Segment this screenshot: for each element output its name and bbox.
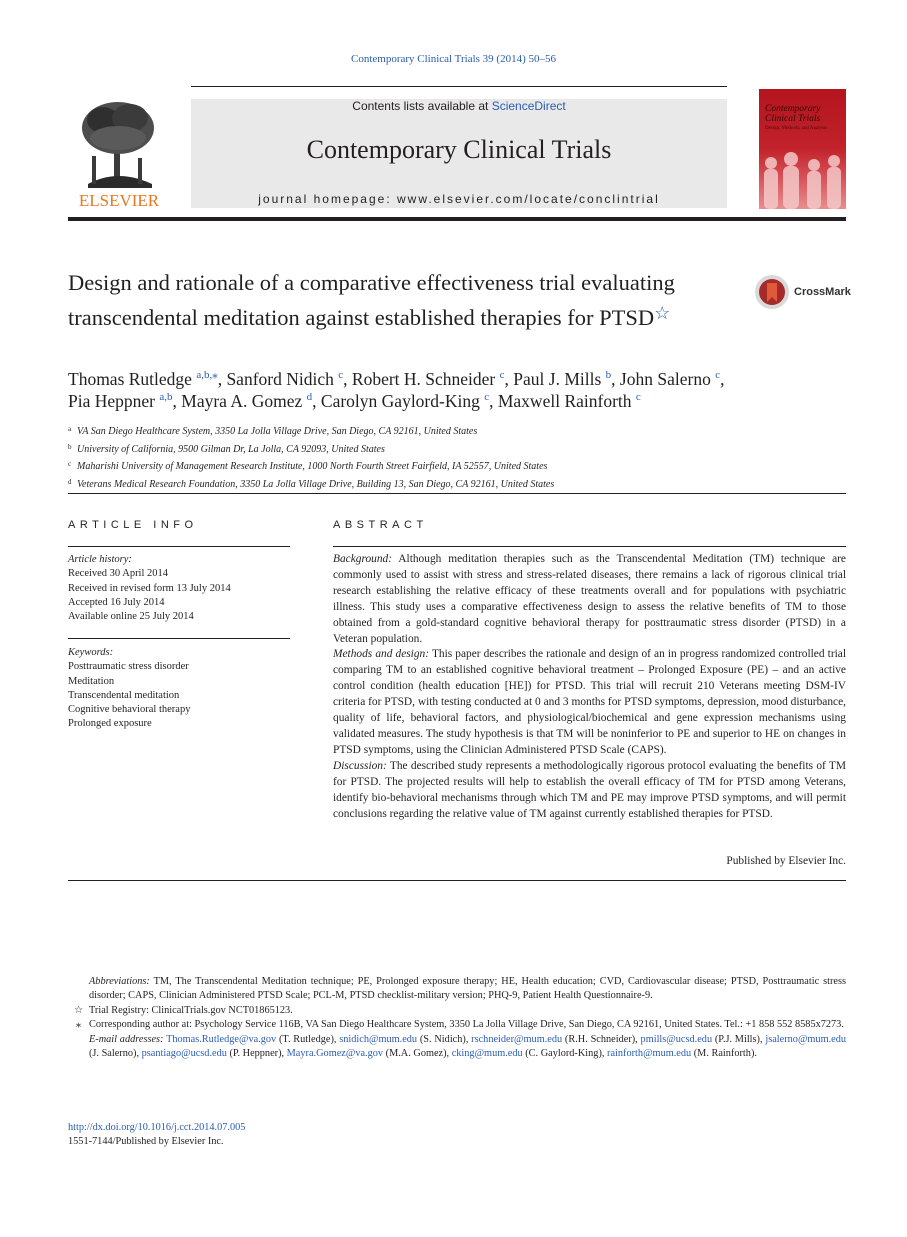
corresponding-mark: ⁎ [75,1019,82,1031]
journal-name: Contemporary Clinical Trials [306,135,612,164]
affiliation-item [68,440,828,458]
elsevier-wordmark: ELSEVIER [78,191,160,210]
author-name: Robert H. Schneider [351,369,496,389]
keyword-item[interactable]: Prolonged exposure [68,718,152,730]
email-owner: (M. Rainforth). [691,1048,757,1060]
abstract-discussion [333,759,846,823]
affiliation-text: Veterans Medical Research Foundation, 3350 La Jolla Village Drive, Building 13, San Diego, CA 92161, United States [77,478,555,490]
email-owner: (T. Rutledge), [276,1033,340,1045]
trial-registry-text: Trial Registry: ClinicalTrials.gov NCT01865123. [89,1004,293,1016]
author-name: Maxwell Rainforth [497,391,632,411]
email-owner: (R.H. Schneider), [562,1033,641,1045]
methods-label: Methods and design: [333,648,430,661]
article-title-text: Design and rationale of a comparative effectiveness trial evaluating transcendental meditation against established therapies for PTSD [68,270,675,330]
author-separator: , [611,369,620,389]
author-name: Thomas Rutledge [68,369,192,389]
author-name: Sanford Nidich [226,369,334,389]
journal-citation-link[interactable]: Contemporary Clinical Trials 39 (2014) 50–56 [350,53,556,65]
affiliation-key: b [68,442,72,451]
author-affiliation-marker[interactable]: c [484,391,490,403]
author-affiliation-marker[interactable]: c [635,391,641,403]
abstract-end-rule [68,880,846,881]
history-item: Available online 25 July 2014 [68,611,194,623]
methods-text: This paper describes the rationale and design of an in progress randomized controlled trial comparing TM to an established cognitive behavioral treatment – Prolonged Exposure (PE) – and an active control condition (health education [HE]) for PTSD. This trial will recruit 210 Veterans meeting DSM-IV criteria for PTSD, with testing conducted at 0 and 3 months for PTSD symptoms, depression, mood disturbance, quality of life, behavioral factors, and physiological/biochemical and gene expression mechanisms using validated measures. The study hypothesis is that TM will be noninferior to PE and superior to HE on changes in PTSD symptoms, using the Clinician Administered PTSD Scale (CAPS). [333,648,846,756]
abstract-body [333,552,846,822]
affiliation-key: c [68,460,72,468]
corresponding-text: Corresponding author at: Psychology Service 116B, VA San Diego Healthcare System, 3350 La Jolla Village Drive, San Diego, CA 92161, United States. Tel.: +1 858 552 8585x7273. [89,1019,844,1031]
keyword-item[interactable]: Transcendental meditation [68,689,180,701]
trial-registry-note [68,1004,846,1018]
journal-homepage-link[interactable]: journal homepage: www.elsevier.com/locate/conclintrial [258,192,660,206]
corresponding-author-note [68,1018,846,1032]
cover-subtitle: Design, Methods, and Analysis [765,126,828,131]
email-link[interactable]: snidich@mum.edu [339,1033,418,1045]
keyword-item[interactable]: Posttraumatic stress disorder [68,661,189,673]
email-link[interactable]: Mayra.Gomez@va.gov [286,1048,384,1060]
author-affiliation-marker[interactable]: a,b,⁎ [196,369,218,381]
sciencedirect-link[interactable]: ScienceDirect [491,99,566,113]
affiliation-list [68,422,828,492]
keywords-list [68,660,290,731]
discussion-text: The described study represents a methodologically rigorous protocol evaluating the benefits of TM for PTSD. The projected results will help to establish the overall efficacy of TM for PTSD among Veterans, identify bio-behavioral mechanisms through which TM and PE may improve PTSD symptoms, and will permit conclusions regarding the relative value of TM against currently established therapies for PTSD. [333,759,846,820]
history-item: Received 30 April 2014 [68,568,169,580]
abstract-background [333,552,846,647]
abstract-methods [333,647,846,758]
author-separator: , [343,369,352,389]
author-name: Carolyn Gaylord-King [320,391,480,411]
article-history-list [68,567,290,624]
author-name: John Salerno [619,369,711,389]
affiliation-key: d [68,477,72,486]
author-affiliation-marker[interactable]: c [715,369,721,381]
affiliation-item [68,422,828,440]
author-separator: , [504,369,514,389]
author-separator: , [489,391,498,411]
abbreviations-label: Abbreviations: [89,976,150,987]
affiliation-text: Maharishi University of Management Research Institute, 1000 North Fourth Street Fairfield, IA 52557, United States [77,461,548,472]
affiliation-text: VA San Diego Healthcare System, 3350 La Jolla Village Drive, San Diego, CA 92161, United States [77,426,478,437]
crossmark-icon[interactable] [754,274,792,310]
article-title [68,268,708,333]
author-affiliation-marker[interactable]: d [306,391,313,403]
abstract-heading: ABSTRACT [333,519,428,531]
email-link[interactable]: pmills@ucsd.edu [640,1033,713,1045]
footnotes [68,975,846,1061]
history-item: Received in revised form 13 July 2014 [68,582,231,594]
affiliation-text: University of California, 9500 Gilman Dr, La Jolla, CA 92093, United States [77,443,385,455]
title-footnote-star[interactable]: ☆ [654,303,671,323]
header-thick-rule [68,217,846,221]
email-addresses [68,1033,846,1062]
abbreviations-note [68,975,846,1004]
author-affiliation-marker[interactable]: b [605,369,612,381]
author-affiliation-marker[interactable]: a,b [159,391,173,403]
email-label: E-mail addresses: [89,1033,164,1045]
affiliation-key: a [68,425,72,433]
elsevier-logo[interactable] [68,98,170,210]
discussion-label: Discussion: [333,759,387,772]
article-info-rule [68,546,290,547]
affiliation-rule [68,493,846,494]
background-label: Background: [333,553,393,565]
article-info-heading: ARTICLE INFO [68,519,198,531]
doi-link[interactable]: http://dx.doi.org/10.1016/j.cct.2014.07.005 [68,1122,246,1133]
author-affiliation-marker[interactable]: c [499,369,505,381]
article-history [68,553,290,624]
author-name: Pia Heppner [68,391,155,411]
trial-star-mark: ☆ [73,1004,84,1016]
author-affiliation-marker[interactable]: c [338,369,344,381]
affiliation-item [68,475,828,493]
email-owner: (M.A. Gomez), [383,1048,452,1060]
keywords-rule [68,638,290,639]
abbreviations-text: TM, The Transcendental Meditation technique; PE, Prolonged exposure therapy; HE, Health education; CVD, Cardiovascular disease; PTSD, Posttraumatic stress disorder; CAPS, Clinician Administered PTSD Scale; PCL-M, PTSD checklist-military version; PHQ-9, Patient Health Questionnaire-9. [89,976,847,1002]
author-separator: , [312,391,321,411]
publisher-note: Published by Elsevier Inc. [726,855,846,867]
crossmark-label[interactable]: CrossMark [794,286,851,298]
email-link[interactable]: rainforth@mum.edu [607,1048,692,1060]
author-separator: , [720,369,725,389]
issn-line: 1551-7144/Published by Elsevier Inc. [68,1136,224,1147]
article-history-label: Article history: [68,554,132,565]
keyword-item[interactable]: Cognitive behavioral therapy [68,704,191,716]
email-link[interactable]: Thomas.Rutledge@va.gov [166,1033,277,1045]
email-link[interactable]: cking@mum.edu [451,1048,523,1060]
email-owner: (S. Nidich), [417,1033,472,1045]
email-link[interactable]: rschneider@mum.edu [471,1033,563,1045]
email-owner: (P. Heppner), [226,1048,287,1060]
email-owner: (J. Salerno), [89,1048,142,1060]
keyword-item[interactable]: Meditation [68,675,115,687]
email-link[interactable]: jsalerno@mum.edu [765,1033,847,1045]
abstract-rule [333,546,846,547]
cover-title: Contemporary Clinical Trials [765,104,821,124]
affiliation-item [68,457,828,475]
journal-cover-image[interactable] [759,89,846,209]
keywords-label: Keywords: [68,647,114,658]
keywords-block [68,646,290,732]
header-rule [191,86,727,87]
history-item: Accepted 16 July 2014 [68,596,165,608]
contents-line [191,99,727,113]
author-name: Mayra A. Gomez [181,391,303,411]
cover-crowd-graphic [759,149,846,209]
email-link[interactable]: psantiago@ucsd.edu [141,1048,227,1060]
email-owner: (C. Gaylord-King), [522,1048,608,1060]
author-list [68,368,858,412]
background-text: Although meditation therapies such as the Transcendental Meditation (TM) technique are commonly used to assist with stress and stress-related diseases, there remains a lack of rigorous clinical trial research establishing the relative efficacy of these treatments overall and for populations with psychiatric illness. This study uses a comparative effectiveness design to assess the relative benefits of TM to those obtained from a gold-standard cognitive behavioral therapy for posttraumatic stress disorder (PTSD) in a Veteran population. [333,553,846,645]
author-separator: , [172,391,182,411]
author-name: Paul J. Mills [513,369,602,389]
author-separator: , [217,369,227,389]
email-owner: (P.J. Mills), [712,1033,766,1045]
contents-prefix: Contents lists available at [352,99,492,113]
